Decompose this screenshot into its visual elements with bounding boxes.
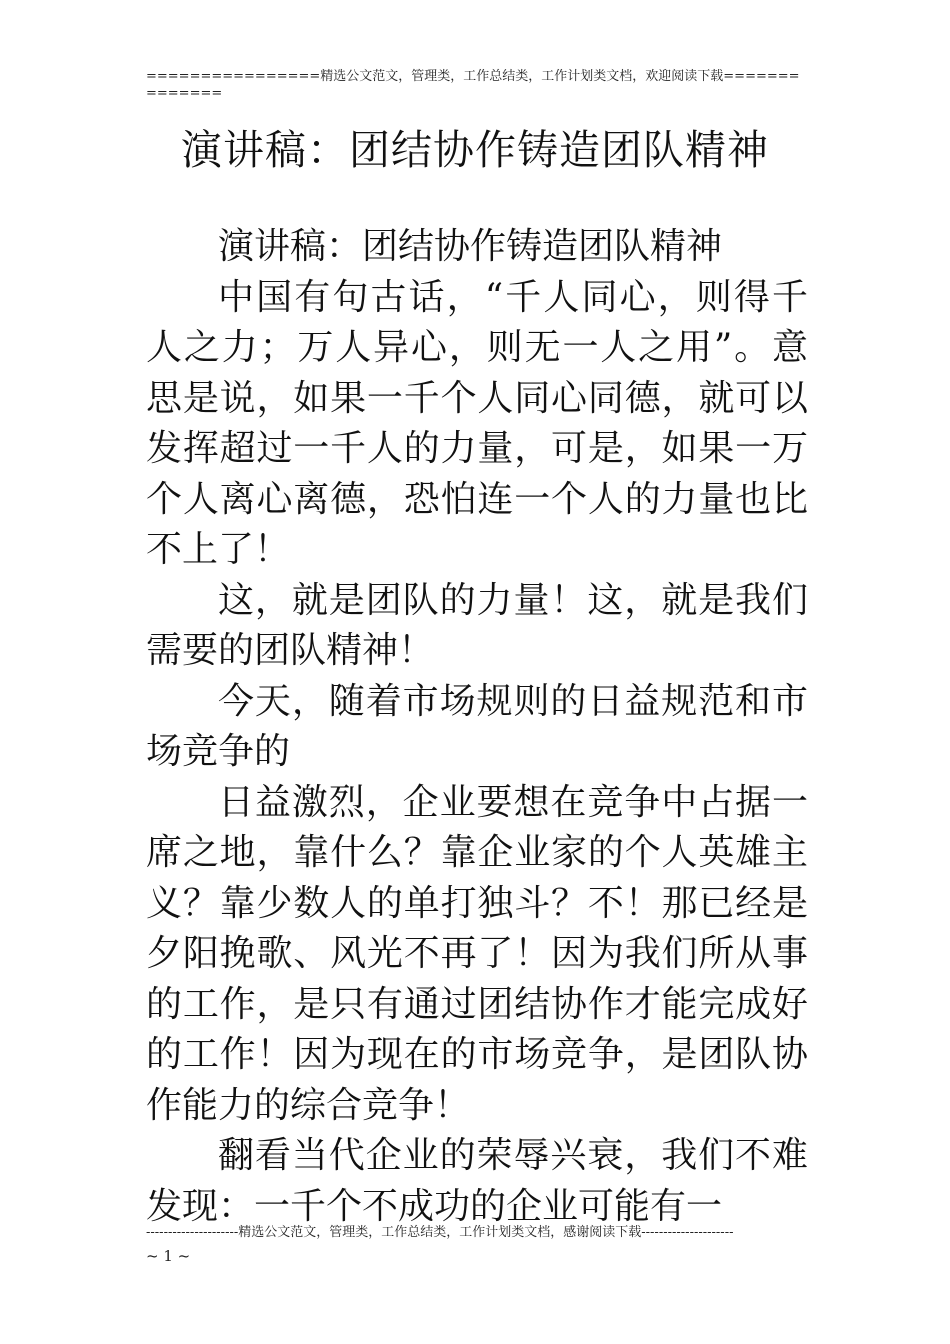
paragraph-market-rules: 今天，随着市场规则的日益规范和市场竞争的	[146, 680, 808, 772]
page-header-banner: ================精选公文范文，管理类，工作总结类，工作计划类文档，欢迎阅读下载==============	[146, 69, 800, 101]
paragraph-enterprise-history: 翻看当代企业的荣辱兴衰，我们不难发现：一千个不成功的企业可能有一	[146, 1135, 808, 1227]
document-title: 演讲稿：团结协作铸造团队精神	[181, 126, 769, 174]
document-body	[146, 222, 808, 1232]
page-footer-banner: ---------------------精选公文范文，管理类，工作总结类，工作计划类文档，感谢阅读下载---------------------	[146, 1225, 734, 1240]
paragraph-team-power: 这，就是团队的力量！这，就是我们需要的团队精神！	[146, 579, 808, 671]
page-number: ~ 1 ~	[146, 1247, 191, 1265]
paragraph-competition: 日益激烈，企业要想在竞争中占据一席之地，靠什么？靠企业家的个人英雄主义？靠少数人的单打独斗？不！那已经是夕阳挽歌、风光不再了！因为我们所从事的工作，是只有通过团结协作才能完成好的工作！因为现在的市场竞争，是团队协作能力的综合竞争！	[146, 781, 808, 1126]
paragraph-proverb: 中国有句古话，“千人同心，则得千人之力；万人异心，则无一人之用”。意思是说，如果一千个人同心同德，就可以发挥超过一千人的力量，可是，如果一万个人离心离德，恐怕连一个人的力量也比不上了！	[146, 276, 808, 570]
paragraph-subtitle: 演讲稿：团结协作铸造团队精神	[218, 226, 723, 267]
